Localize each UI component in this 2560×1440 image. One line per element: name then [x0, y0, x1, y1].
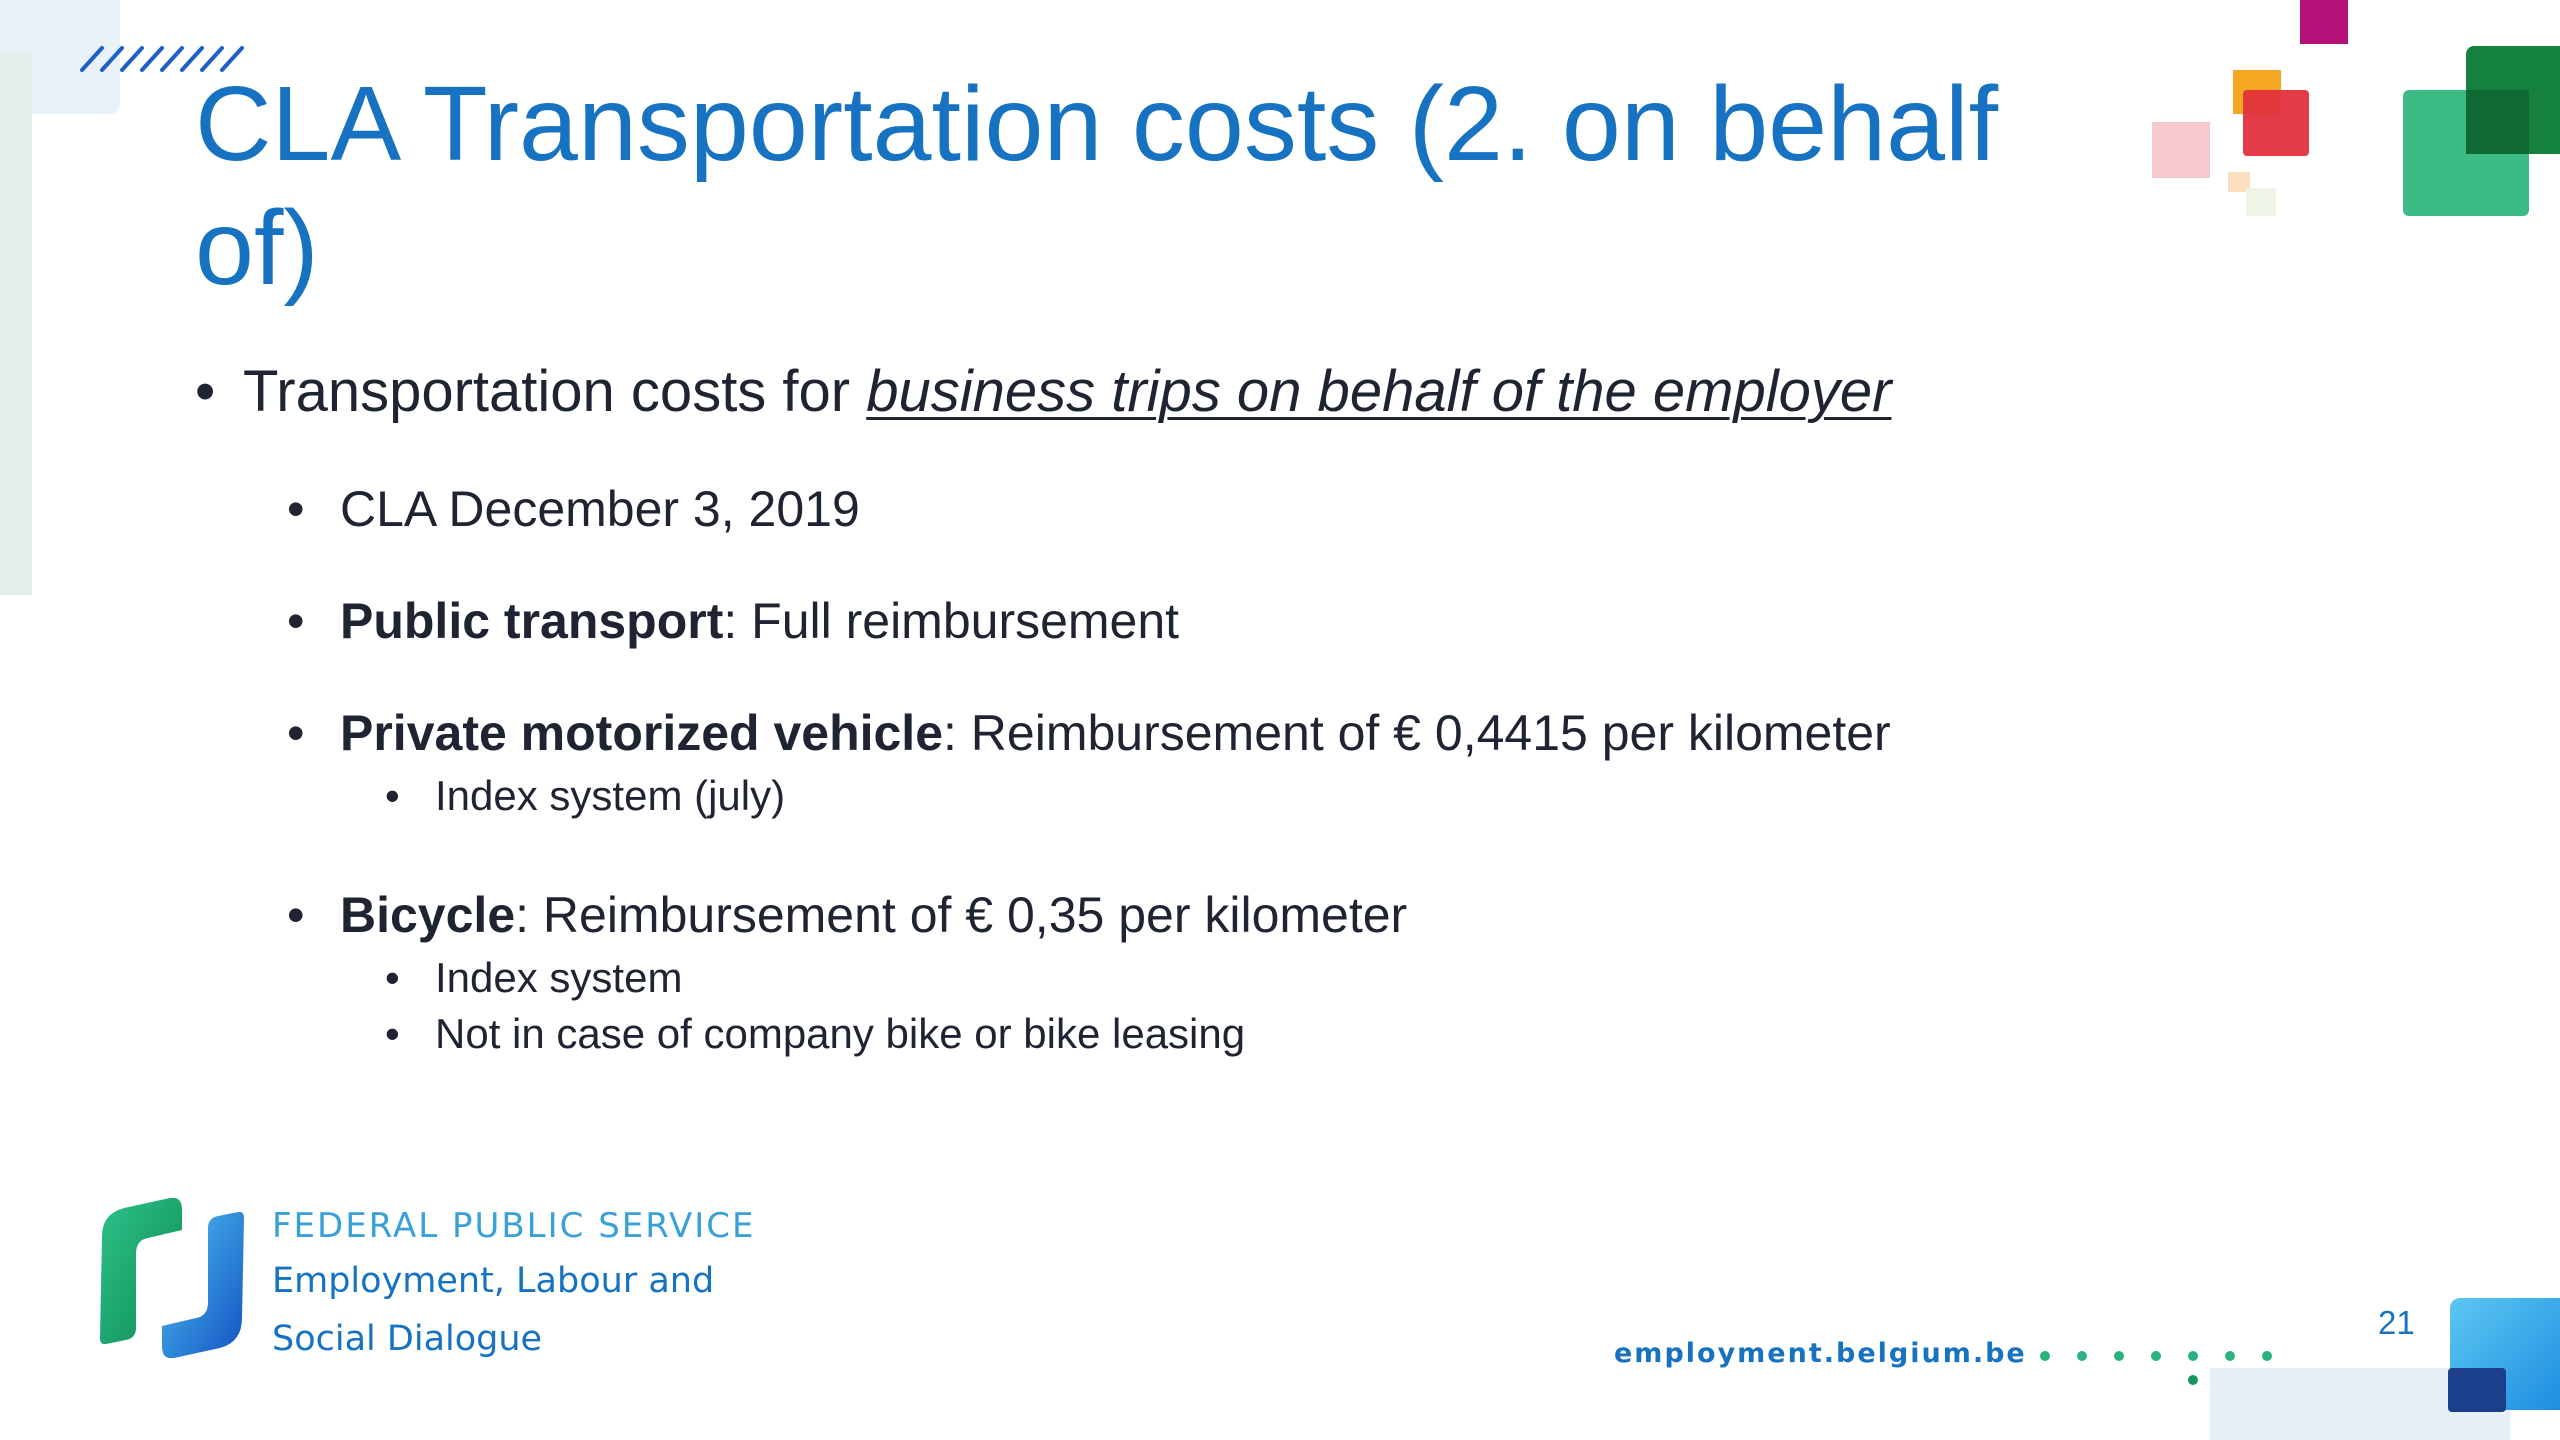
page-number: 21	[2378, 1304, 2415, 1341]
bicycle-sub2-text: Not in case of company bike or bike leasing	[435, 1010, 1246, 1057]
bullet-glyph: •	[385, 1010, 400, 1057]
bicycle-label: Bicycle	[340, 887, 516, 943]
slide-title: CLA Transportation costs (2. on behalf of)	[195, 65, 1999, 307]
bottom-right-decoration	[2210, 1368, 2560, 1440]
bullet-public-transport	[195, 586, 2195, 656]
org-line-1: FEDERAL PUBLIC SERVICE	[272, 1206, 756, 1246]
bullet-main-prefix: Transportation costs for	[243, 359, 867, 424]
bullet-glyph: •	[287, 593, 305, 649]
bullet-glyph: •	[287, 887, 305, 943]
bullet-private-vehicle	[195, 698, 2195, 768]
bullet-cla-date	[195, 474, 2195, 544]
public-transport-label: Public transport	[340, 593, 724, 649]
bullet-bicycle-sub-1	[195, 950, 2195, 1006]
org-line-2: Employment, Labour and	[272, 1261, 715, 1301]
bullet-glyph: •	[195, 359, 216, 424]
mosaic-decoration	[2100, 0, 2560, 230]
cla-date-text: CLA December 3, 2019	[340, 481, 860, 537]
bullet-glyph: •	[287, 705, 305, 761]
left-decorative-strip	[0, 50, 32, 595]
website-link[interactable]: employment.belgium.be	[1614, 1338, 2027, 1369]
private-sub-text: Index system (july)	[435, 772, 786, 819]
bicycle-sub1-text: Index system	[435, 954, 683, 1001]
bullet-bicycle-sub-2	[195, 1006, 2195, 1062]
organization-name	[272, 1200, 756, 1368]
bullet-glyph: •	[385, 954, 400, 1001]
bullet-glyph: •	[385, 772, 400, 819]
bullet-glyph: •	[287, 481, 305, 537]
bullet-bicycle	[195, 880, 2195, 950]
org-line-3: Social Dialogue	[272, 1319, 543, 1359]
bullet-main-emphasis: business trips on behalf of the employer	[866, 359, 1892, 424]
bullet-list	[195, 352, 2195, 1062]
private-vehicle-label: Private motorized vehicle	[340, 705, 944, 761]
bullet-private-sub	[195, 768, 2195, 824]
private-vehicle-text: : Reimbursement of € 0,4415 per kilometer	[943, 705, 1891, 761]
fps-logo-icon	[96, 1198, 248, 1358]
public-transport-text: : Full reimbursement	[723, 593, 1180, 649]
bullet-main	[195, 352, 2195, 432]
bicycle-text: : Reimbursement of € 0,35 per kilometer	[515, 887, 1408, 943]
